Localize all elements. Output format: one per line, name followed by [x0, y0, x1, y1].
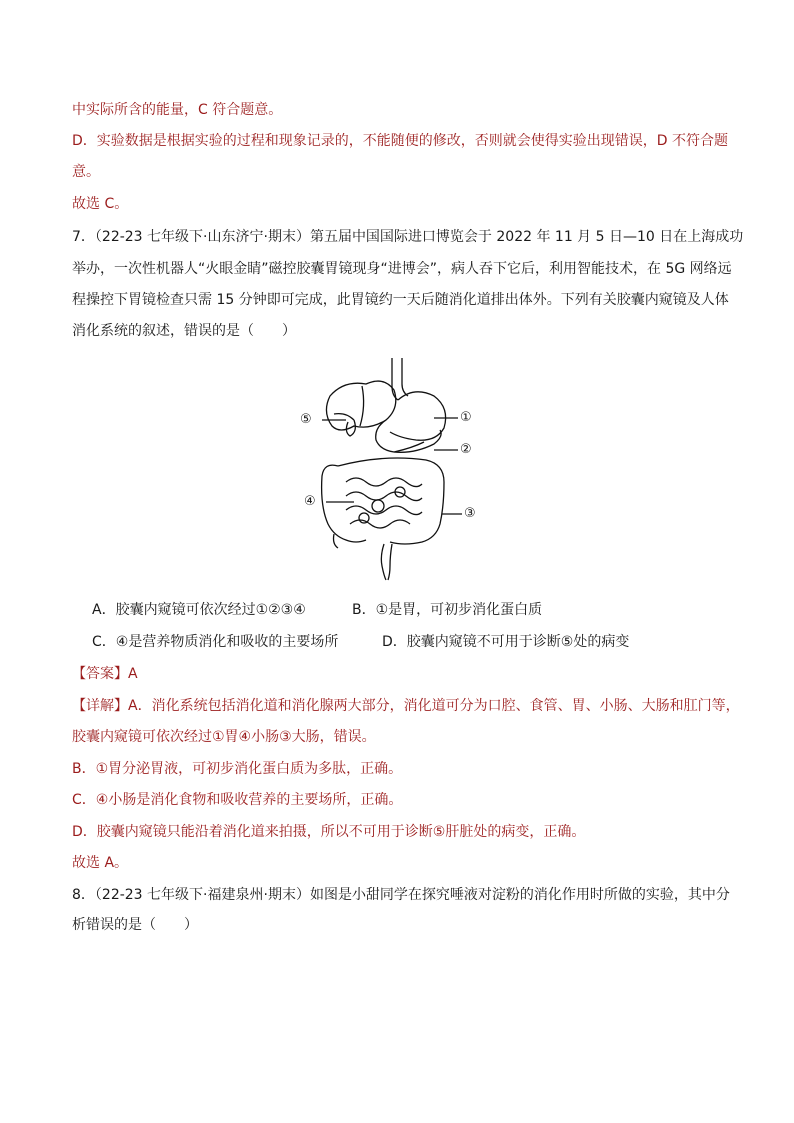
- detail-conclusion: 故选 A。: [72, 855, 129, 871]
- detail-text-1: A．消化系统包括消化道和消化腺两大部分，消化道可分为口腔、食管、胃、小肠、大肠和肛门等，: [128, 698, 740, 714]
- answer-tag: 【答案】: [72, 666, 128, 682]
- question-7-stem-3: 程操控下胃镜检查只需 15 分钟即可完成，此胃镜约一天后随消化道排出体外。下列有关胶囊内窥镜及人体: [72, 292, 729, 308]
- digestive-system-illustration: [294, 356, 494, 582]
- option-c: C．④是营养物质消化和吸收的主要场所: [92, 634, 339, 650]
- question-7-stem-4: 消化系统的叙述，错误的是（ ）: [72, 323, 296, 339]
- answer-value: A: [128, 666, 138, 682]
- question-7-stem-1: 7．（22-23 七年级下·山东济宁·期末）第五届中国国际进口博览会于 2022 年 11 月 5 日—10 日在上海成功: [72, 229, 744, 245]
- detail-line-4: C．④小肠是消化食物和吸收营养的主要场所，正确。: [72, 792, 403, 808]
- figure-label-2: ②: [460, 442, 472, 457]
- digestive-system-diagram: [294, 356, 494, 582]
- figure-label-5: ⑤: [300, 412, 312, 427]
- answer-line: [72, 664, 724, 684]
- figure-label-1: ①: [460, 410, 472, 425]
- option-a: A．胶囊内窥镜可依次经过①②③④: [92, 602, 306, 618]
- figure-label-4: ④: [304, 494, 316, 509]
- option-b: B．①是胃，可初步消化蛋白质: [352, 602, 543, 618]
- question-8-stem-1: 8．（22-23 七年级下·福建泉州·期末）如图是小甜同学在探究唾液对淀粉的消化作用时所做的实验，其中分: [72, 887, 730, 903]
- detail-line-2: 胶囊内窥镜可依次经过①胃④小肠③大肠，错误。: [72, 729, 376, 745]
- detail-line-1: [72, 696, 740, 716]
- detail-tag: 【详解】: [72, 698, 128, 714]
- option-d: D．胶囊内窥镜不可用于诊断⑤处的病变: [382, 634, 630, 650]
- detail-line-5: D．胶囊内窥镜只能沿着消化道来拍摄，所以不可用于诊断⑤肝脏处的病变，正确。: [72, 824, 586, 840]
- question-8-stem-2: 析错误的是（ ）: [72, 917, 198, 933]
- figure-label-3: ③: [464, 506, 476, 521]
- question-7-stem-2: 举办，一次性机器人“火眼金睛”磁控胶囊胃镜现身“进博会”，病人吞下它后，利用智能技术，在 5G 网络远: [72, 261, 732, 277]
- prev-conclusion: 故选 C。: [72, 196, 129, 212]
- detail-line-3: B．①胃分泌胃液，可初步消化蛋白质为多肽，正确。: [72, 761, 403, 777]
- prev-answer-line: 中实际所含的能量，C 符合题意。: [72, 102, 283, 118]
- prev-option-d-cont: 意。: [72, 164, 100, 180]
- prev-option-d-line: D．实验数据是根据实验的过程和现象记录的，不能随便的修改，否则就会使得实验出现错误，D 不符合题: [72, 133, 729, 149]
